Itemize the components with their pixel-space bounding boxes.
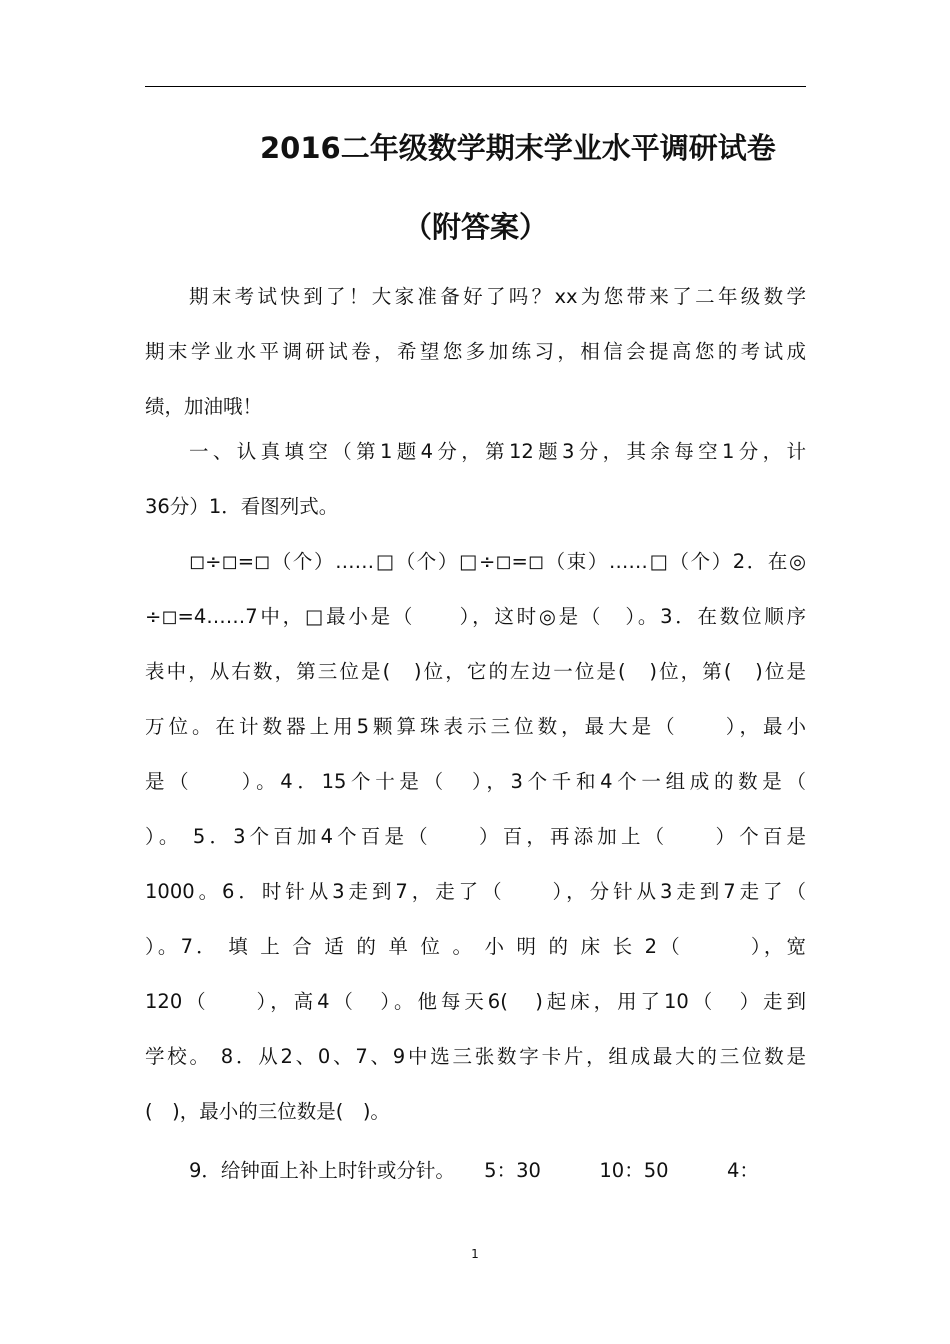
- page-number: 1: [471, 1247, 479, 1261]
- question-line: ◻÷◻=◻（个）……□（个）□÷◻=◻（束）……□（个）2．在◎: [189, 550, 806, 573]
- intro-line: 期末考试快到了！大家准备好了吗？xx为您带来了二年级数学: [189, 285, 806, 308]
- document-subtitle: （附答案）: [402, 210, 548, 244]
- item-9-line: 9．给钟面上补上时针或分针。 5：30 10：50 4：: [189, 1159, 759, 1182]
- intro-paragraph: [145, 269, 806, 434]
- header-rule: [145, 86, 806, 87]
- section-line: 36分）1．看图列式。: [145, 495, 339, 518]
- question-line: 表中，从右数，第三位是( )位，它的左边一位是( )位，第( )位是: [145, 660, 806, 683]
- item-9-paragraph: [145, 1143, 806, 1198]
- question-line: 1000。6．时针从3走到7，走了（ ），分针从3走到7走了（: [145, 880, 806, 903]
- question-line: 是（ ）。4．15个十是（ ），3个千和4个一组成的数是（: [145, 770, 806, 793]
- section-1-heading: [145, 424, 806, 534]
- question-line: ）。 5．3个百加4个百是（ ）百，再添加上（ ）个百是: [145, 825, 806, 848]
- intro-line: 绩，加油哦！: [145, 395, 263, 418]
- question-line: 学校。 8．从2、0、7、9中选三张数字卡片，组成最大的三位数是: [145, 1045, 806, 1068]
- intro-line: 期末学业水平调研试卷，希望您多加练习，相信会提高您的考试成: [145, 340, 806, 363]
- document-title: 2016二年级数学期末学业水平调研试卷: [260, 131, 776, 165]
- question-line: ( )，最小的三位数是( )。: [145, 1100, 390, 1123]
- question-line: 120（ ），高4（ ）。他每天6( )起床，用了10（ ）走到: [145, 990, 806, 1013]
- questions-paragraph: [145, 534, 806, 1139]
- question-line: 万位。在计数器上用5颗算珠表示三位数，最大是（ ），最小: [145, 715, 806, 738]
- section-line: 一、认真填空（第1题4分，第12题3分，其余每空1分，计: [189, 440, 806, 463]
- question-line: ÷◻=4……7中，□最小是（ ），这时◎是（ ）。3．在数位顺序: [145, 605, 806, 628]
- question-line: ）。7． 填 上 合 适 的 单 位 。 小 明 的 床 长 2（ ），宽: [145, 935, 806, 958]
